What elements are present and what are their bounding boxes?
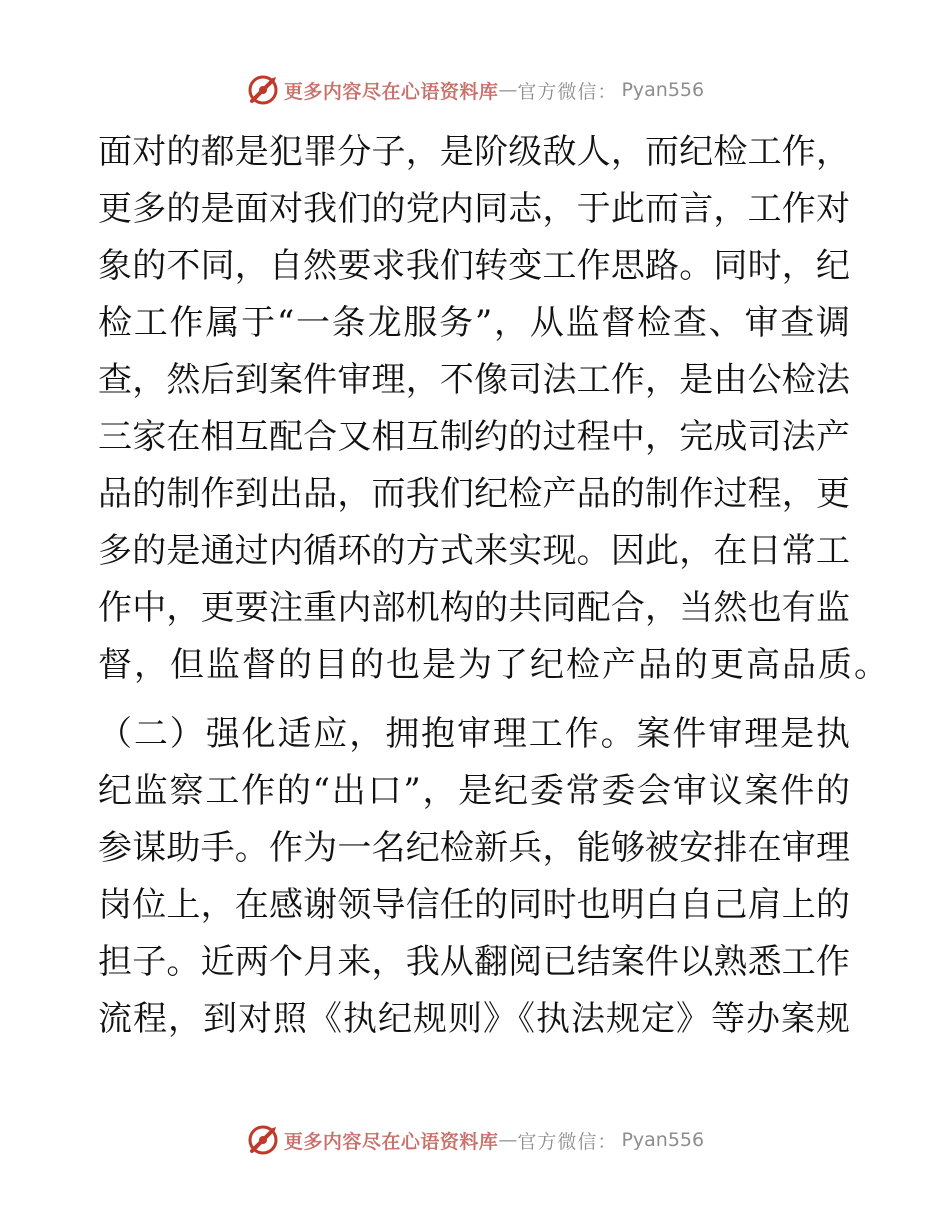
red-pen-circle-logo-icon: [246, 1123, 280, 1157]
text-line: （二）强化适应，拥抱审理工作。案件审理是执: [98, 714, 850, 754]
text-line: 象的不同，自然要求我们转变工作思路。同时，纪: [98, 246, 850, 286]
paragraph-gap: [98, 694, 850, 706]
paragraph-2: [98, 706, 850, 1048]
text-line: 作中，更要注重内部机构的共同配合，当然也有监: [98, 588, 850, 628]
watermark-secondary-text: 官方微信：: [517, 80, 618, 103]
text-line: 督，但监督的目的也是为了纪检产品的更高品质。: [98, 645, 890, 685]
text-line: 纪监察工作的“出口”，是纪委常委会审议案件的: [98, 771, 850, 811]
text-line: 检工作属于“一条龙服务”，从监督检查、审查调: [98, 303, 850, 343]
watermark-main-text: 更多内容尽在心语资料库: [283, 1130, 499, 1153]
text-line: 担子。近两个月来，我从翻阅已结案件以熟悉工作: [98, 942, 850, 982]
text-line: 流程，到对照《执纪规则》《执法规定》等办案规: [98, 999, 850, 1039]
text-line: 品的制作到出品，而我们纪检产品的制作过程，更: [98, 474, 850, 514]
paragraph-1: [98, 124, 890, 694]
document-body: [98, 124, 890, 1048]
text-line: 面对的都是犯罪分子，是阶级敌人，而纪检工作，: [98, 132, 850, 172]
text-line: 三家在相互配合又相互制约的过程中，完成司法产: [98, 417, 850, 457]
text-line: 更多的是面对我们的党内同志，于此而言，工作对: [98, 189, 850, 229]
text-line: 多的是通过内循环的方式来实现。因此，在日常工: [98, 531, 850, 571]
text-line: 查，然后到案件审理，不像司法工作，是由公检法: [98, 360, 850, 400]
watermark-wechat-id: Pyan556: [621, 79, 705, 101]
watermark-wechat-id: Pyan556: [621, 1129, 705, 1151]
watermark-main-text: 更多内容尽在心语资料库: [283, 80, 499, 103]
red-pen-circle-logo-icon: [246, 73, 280, 107]
watermark-dash: —: [498, 1129, 518, 1151]
header-watermark: [0, 70, 950, 110]
text-line: 岗位上，在感谢领导信任的同时也明白自己肩上的: [98, 885, 850, 925]
watermark-dash: —: [498, 79, 518, 101]
text-line: 参谋助手。作为一名纪检新兵，能够被安排在审理: [98, 828, 850, 868]
footer-watermark: [0, 1120, 950, 1160]
watermark-secondary-text: 官方微信：: [517, 1130, 618, 1153]
